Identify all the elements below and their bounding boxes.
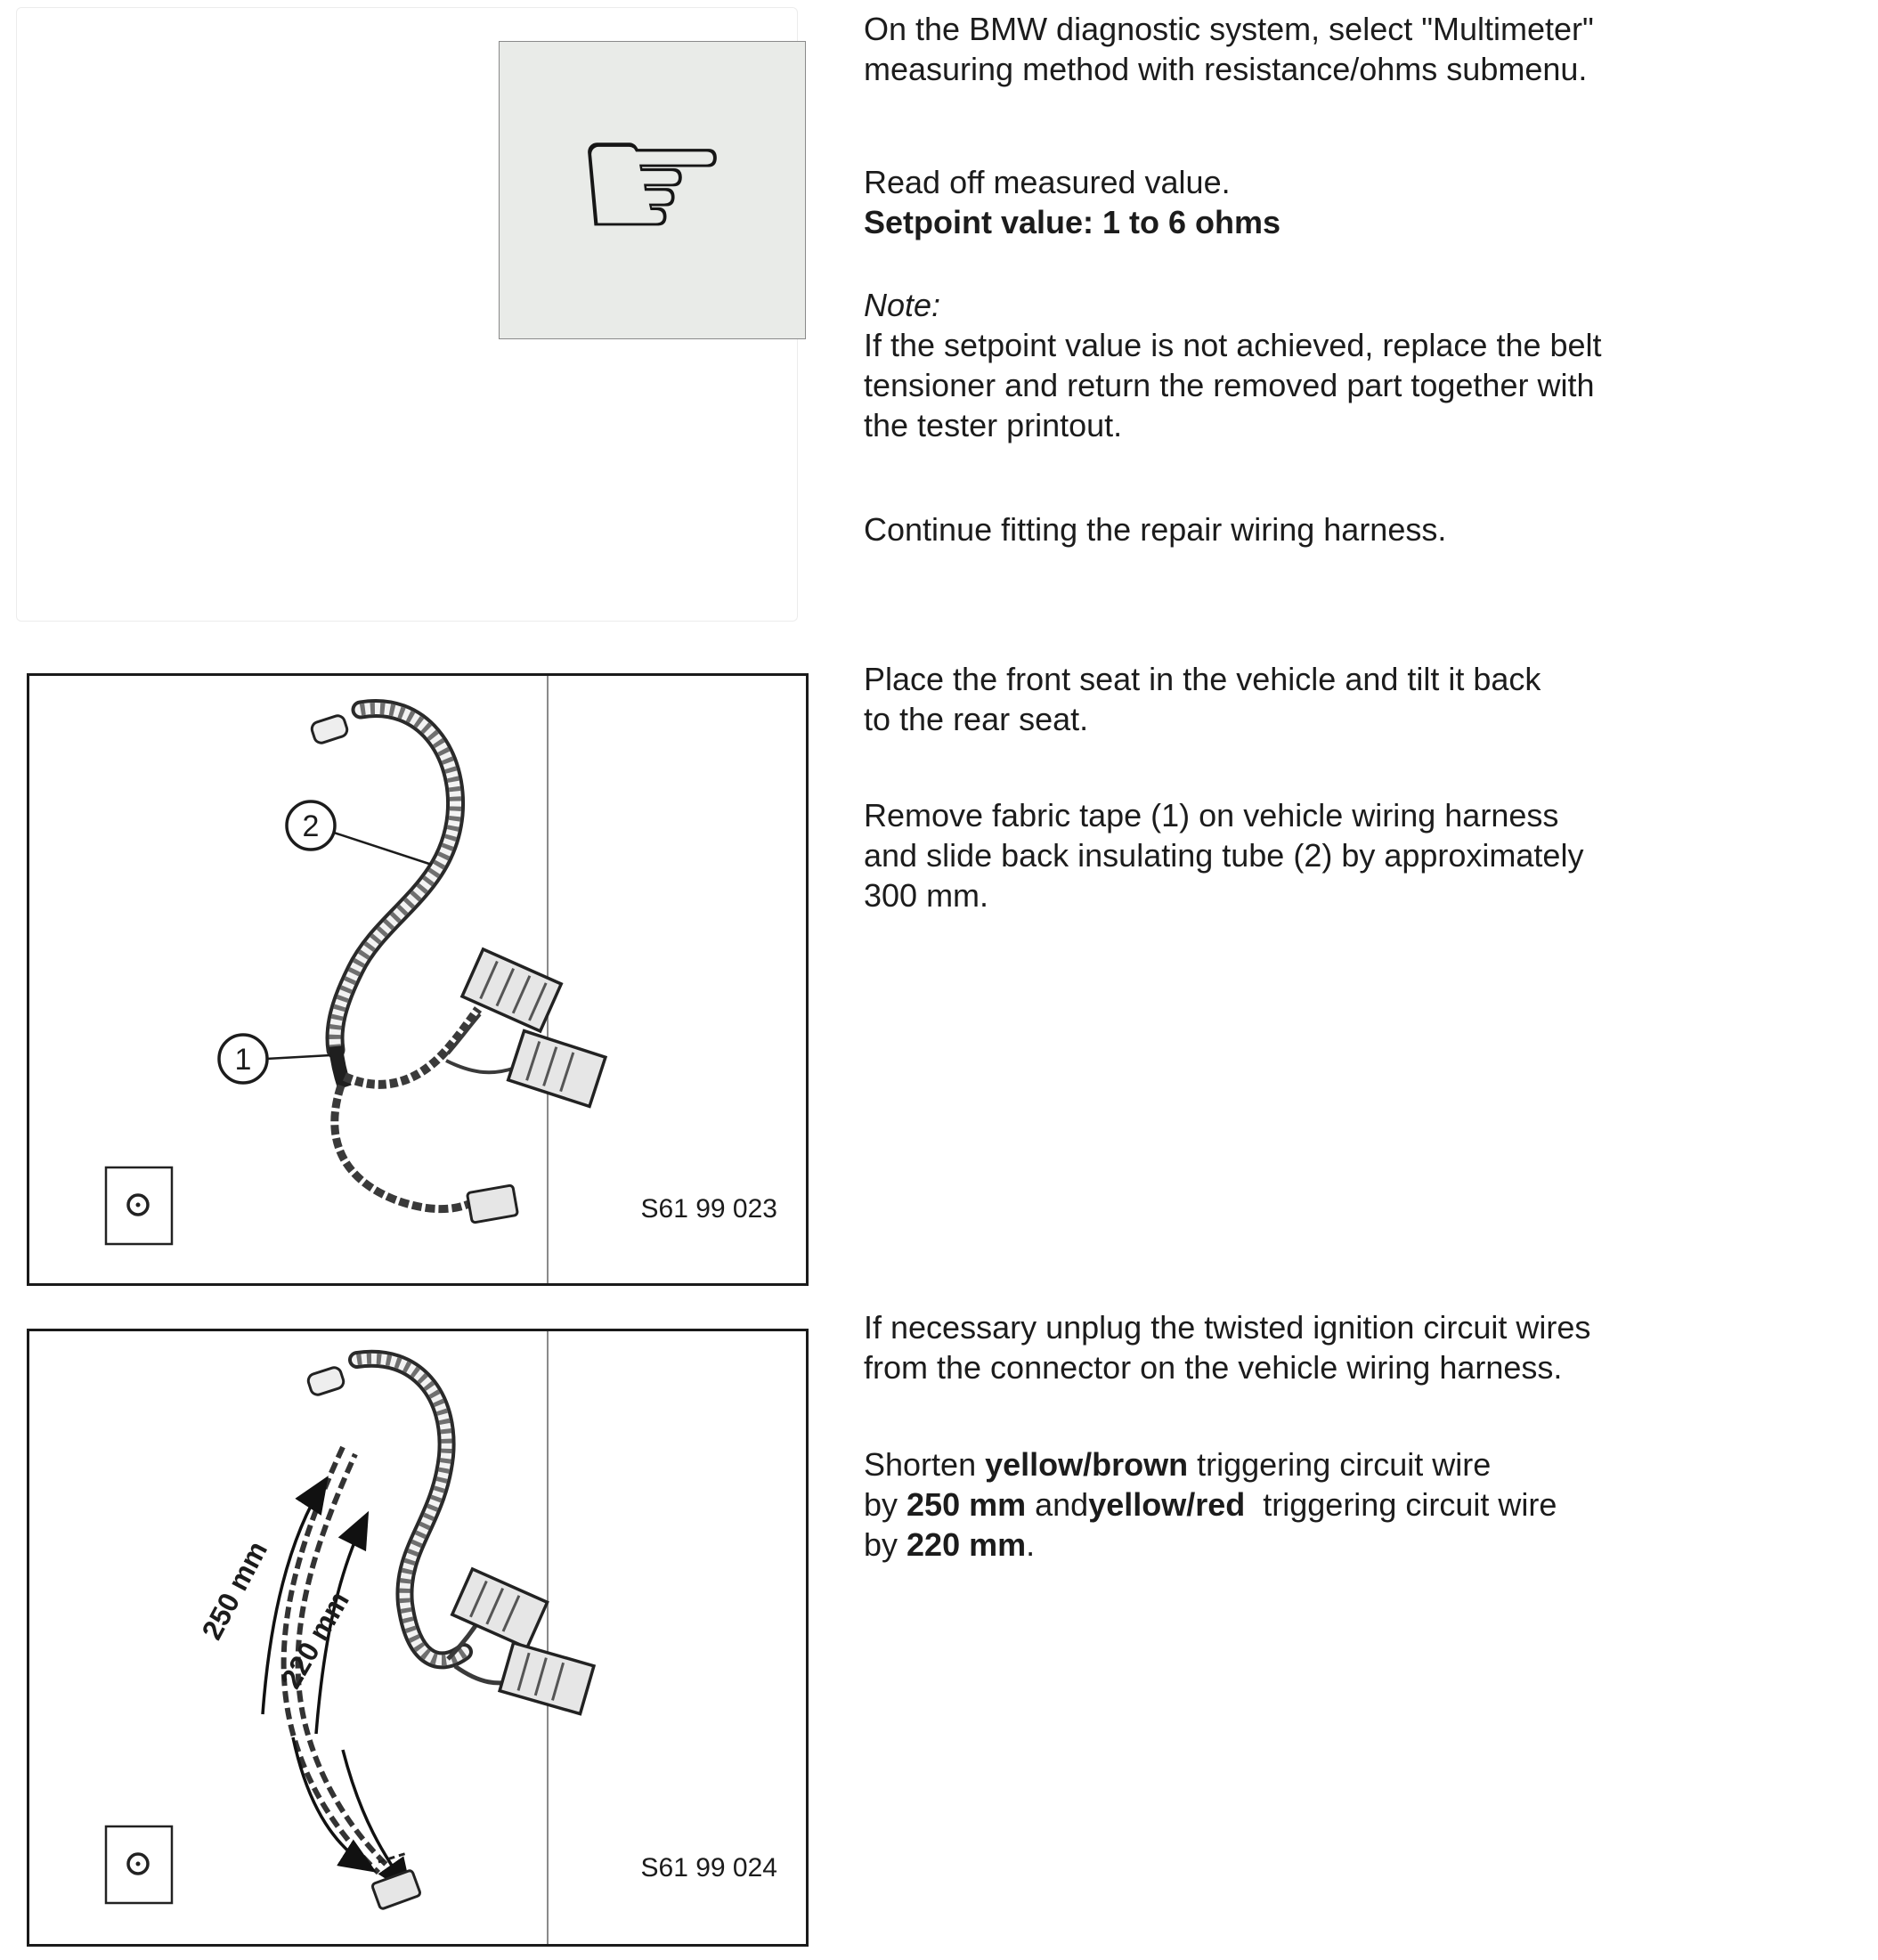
- length-250mm: 250 mm: [906, 1486, 1027, 1523]
- dimension-250mm: 250 mm: [195, 1535, 274, 1645]
- text-line: 300 mm.: [864, 877, 989, 914]
- small-connector: [371, 1870, 420, 1910]
- text-line: measuring method with resistance/ohms submenu.: [864, 51, 1588, 87]
- text-segment: triggering circuit wire: [1245, 1486, 1557, 1523]
- figure2-illustration: [29, 1331, 806, 1944]
- text-segment: Shorten: [864, 1446, 986, 1483]
- callout-1: [219, 1035, 330, 1083]
- connector-block-2: [500, 1643, 594, 1714]
- text-line: [864, 1525, 1870, 1565]
- text-line: [864, 1484, 1870, 1525]
- text-segment: and: [1026, 1486, 1089, 1523]
- callout-2: [287, 801, 432, 865]
- section1-paragraph4: [864, 509, 1870, 549]
- figure1-illustration: [29, 676, 806, 1283]
- text-line: On the BMW diagnostic system, select "Multimeter": [864, 11, 1594, 47]
- harness-branch-down: [335, 1086, 518, 1223]
- text-line: [864, 1444, 1870, 1484]
- tube-end-clip: [306, 1366, 346, 1397]
- section1-paragraph1: [864, 9, 1870, 89]
- figure-wire-shortening: [27, 1329, 809, 1947]
- pointing-hand-icon: ☞: [572, 78, 733, 287]
- text-line: Place the front seat in the vehicle and tilt it back: [864, 661, 1541, 697]
- section2-paragraph2: [864, 795, 1870, 915]
- text-line: Read off measured value.: [864, 164, 1231, 200]
- text-line: to the rear seat.: [864, 701, 1089, 737]
- section1-note: [864, 285, 1870, 445]
- small-connector: [467, 1185, 517, 1224]
- text-segment: triggering circuit wire: [1188, 1446, 1492, 1483]
- tube-end-clip: [310, 714, 349, 745]
- dimension-220mm: 220 mm: [274, 1585, 355, 1695]
- bolt-symbol: [106, 1826, 172, 1903]
- text-line: If the setpoint value is not achieved, replace the belt: [864, 327, 1602, 363]
- text-line: and slide back insulating tube (2) by approximately: [864, 837, 1584, 874]
- instruction-icon-box: [499, 41, 806, 339]
- section1-paragraph2: [864, 162, 1870, 242]
- text-line: tensioner and return the removed part together with: [864, 367, 1595, 403]
- setpoint-value-text: Setpoint value: 1 to 6 ohms: [864, 204, 1281, 240]
- section3-paragraph2: [864, 1444, 1870, 1565]
- harness-branch-right: [345, 1009, 516, 1085]
- text-segment: .: [1026, 1526, 1036, 1563]
- bolt-symbol: [106, 1167, 172, 1244]
- callout-1-number: 1: [234, 1043, 252, 1077]
- wire-color-yellow-brown: yellow/brown: [985, 1446, 1189, 1483]
- note-label: Note:: [864, 287, 941, 323]
- section2-paragraph1: [864, 659, 1870, 739]
- callout-2-number: 2: [302, 809, 320, 843]
- text-line: If necessary unplug the twisted ignition circuit wires: [864, 1309, 1591, 1346]
- figure-harness-overview: [27, 673, 809, 1286]
- insulating-tube: [310, 708, 455, 1050]
- text-segment: by: [864, 1526, 907, 1563]
- section3-paragraph1: [864, 1307, 1870, 1387]
- cut-marks: [371, 1853, 420, 1909]
- text-line: Remove fabric tape (1) on vehicle wiring harness: [864, 797, 1559, 834]
- text-segment: by: [864, 1486, 907, 1523]
- figure1-label: S61 99 023: [640, 1194, 777, 1224]
- wire-color-yellow-red: yellow/red: [1088, 1486, 1246, 1523]
- text-line: the tester printout.: [864, 407, 1123, 443]
- text-line: Continue fitting the repair wiring harness.: [864, 511, 1447, 548]
- text-line: from the connector on the vehicle wiring harness.: [864, 1349, 1563, 1386]
- figure2-label: S61 99 024: [640, 1853, 777, 1883]
- length-220mm: 220 mm: [906, 1526, 1027, 1563]
- connector-block-2: [508, 1031, 606, 1107]
- fabric-tape-section: [336, 1046, 345, 1087]
